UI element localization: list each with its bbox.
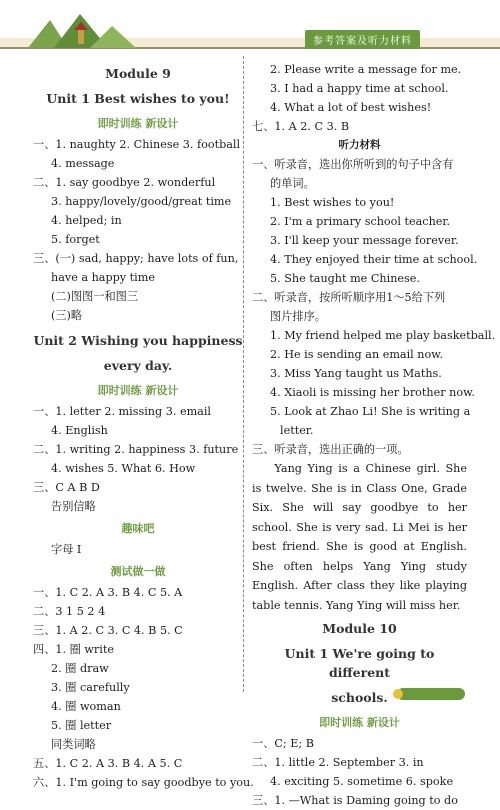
answer-line: 2. 圈 draw xyxy=(51,662,109,675)
unit-heading: schools. xyxy=(331,690,388,705)
answer-line: 一、C; E; B xyxy=(252,737,314,750)
answer-line: 二、听录音，按所听顺序用1～5给下列 xyxy=(252,291,446,304)
answer-line: 2. Please write a message for me. xyxy=(270,63,462,76)
header-tab: 参考答案及听力材料 xyxy=(305,30,420,49)
page-number-badge xyxy=(397,688,465,700)
section-label: 即时训练 新设计 xyxy=(319,716,400,729)
answer-line: 三、听录音，选出正确的一项。 xyxy=(252,443,409,456)
answer-line: (二)图图一和图三 xyxy=(51,290,139,303)
unit-heading: every day. xyxy=(103,358,173,373)
answer-line: 六、1. I'm going to say goodbye to you. xyxy=(33,776,254,789)
answer-line: 5. She taught me Chinese. xyxy=(270,272,420,285)
answer-line: 4. 圈 woman xyxy=(51,700,121,713)
answer-line: 的单词。 xyxy=(270,177,315,190)
answer-line: 字母 I xyxy=(51,543,82,556)
answer-line: 二、1. writing 2. happiness 3. future xyxy=(33,443,239,456)
section-label: 趣味吧 xyxy=(121,522,155,535)
answer-line: 5. 圈 letter xyxy=(51,719,112,732)
answer-line: 三、(一) sad, happy; have lots of fun, xyxy=(33,252,239,265)
answer-line: 三、1. —What is Daming going to do xyxy=(252,794,458,807)
answer-line: 1. My friend helped me play basketball. xyxy=(270,329,496,342)
answer-line: 5. Look at Zhao Li! She is writing a xyxy=(270,405,471,418)
answer-line: 告别信略 xyxy=(51,500,96,513)
answer-line: 二、1. say goodbye 2. wonderful xyxy=(33,176,216,189)
answer-line: 一、1. naughty 2. Chinese 3. football xyxy=(33,138,241,151)
answer-line: 同类词略 xyxy=(51,738,96,751)
answer-line: 一、听录音，选出你所听到的句子中含有 xyxy=(252,158,454,171)
answer-line: 一、1. letter 2. missing 3. email xyxy=(33,405,212,418)
unit-heading: Unit 2 Wishing you happiness xyxy=(33,333,243,348)
unit-heading: Unit 1 Best wishes to you! xyxy=(46,91,230,106)
subsection-label: 听力材料 xyxy=(338,139,381,151)
answer-line: 2. He is sending an email now. xyxy=(270,348,444,361)
module-heading: Module 10 xyxy=(322,621,397,636)
answer-line: 3. Miss Yang taught us Maths. xyxy=(270,367,442,380)
answer-line: 4. What a lot of best wishes! xyxy=(270,101,432,114)
listening-passage: Yang Ying is a Chinese girl. She is twelve. She is in Class One, Grade Six. She will say goodbye to her school. She is very sad. Li Mei is her best friend. She is good at English. She often helps Yang Ying study English. After class they like playing table tennis. Yang Ying will miss her. xyxy=(252,462,467,612)
answer-line: (三)略 xyxy=(51,309,83,322)
module-heading: Module 9 xyxy=(105,66,171,81)
answer-line: 二、1. little 2. September 3. in xyxy=(252,756,424,769)
answer-line: 4. Xiaoli is missing her brother now. xyxy=(270,386,475,399)
answer-line: 3. I'll keep your message forever. xyxy=(270,234,459,247)
answer-line: 3. 圈 carefully xyxy=(51,681,130,694)
answer-line: 三、C A B D xyxy=(33,481,100,494)
answer-line: 4. exciting 5. sometime 6. spoke xyxy=(270,775,454,788)
section-label: 测试做一做 xyxy=(110,565,166,578)
answer-line: 3. I had a happy time at school. xyxy=(270,82,449,95)
answer-line: 一、1. C 2. A 3. B 4. C 5. A xyxy=(33,586,183,599)
answer-line: 4. They enjoyed their time at school. xyxy=(270,253,478,266)
answer-line: 四、1. 圈 write xyxy=(33,643,114,656)
answer-line: 3. happy/lovely/good/great time xyxy=(51,195,232,208)
answer-line: 4. wishes 5. What 6. How xyxy=(51,462,196,475)
answer-line: 五、1. C 2. A 3. B 4. A 5. C xyxy=(33,757,183,770)
answer-line: 七、1. A 2. C 3. B xyxy=(252,120,350,133)
answer-line: 图片排序。 xyxy=(270,310,326,323)
answer-line: letter. xyxy=(280,424,314,437)
page-number-dot-icon xyxy=(393,689,403,699)
mountains-pagoda-icon xyxy=(28,12,138,48)
answer-line: 5. forget xyxy=(51,233,100,246)
answer-line: 4. helped; in xyxy=(51,214,122,227)
unit-heading: Unit 1 We're going to different xyxy=(284,646,435,680)
section-label: 即时训练 新设计 xyxy=(97,117,179,130)
left-column xyxy=(33,60,254,792)
answer-line: 4. English xyxy=(51,424,108,437)
section-label: 即时训练 新设计 xyxy=(97,384,179,397)
answer-line: 1. Best wishes to you! xyxy=(270,196,395,209)
answer-line: 4. message xyxy=(51,157,115,170)
answer-line: 三、1. A 2. C 3. C 4. B 5. C xyxy=(33,624,183,637)
answer-line: have a happy time xyxy=(51,271,155,284)
column-divider xyxy=(243,56,244,692)
answer-line: 二、3 1 5 2 4 xyxy=(33,605,106,618)
answer-line: 2. I'm a primary school teacher. xyxy=(270,215,451,228)
